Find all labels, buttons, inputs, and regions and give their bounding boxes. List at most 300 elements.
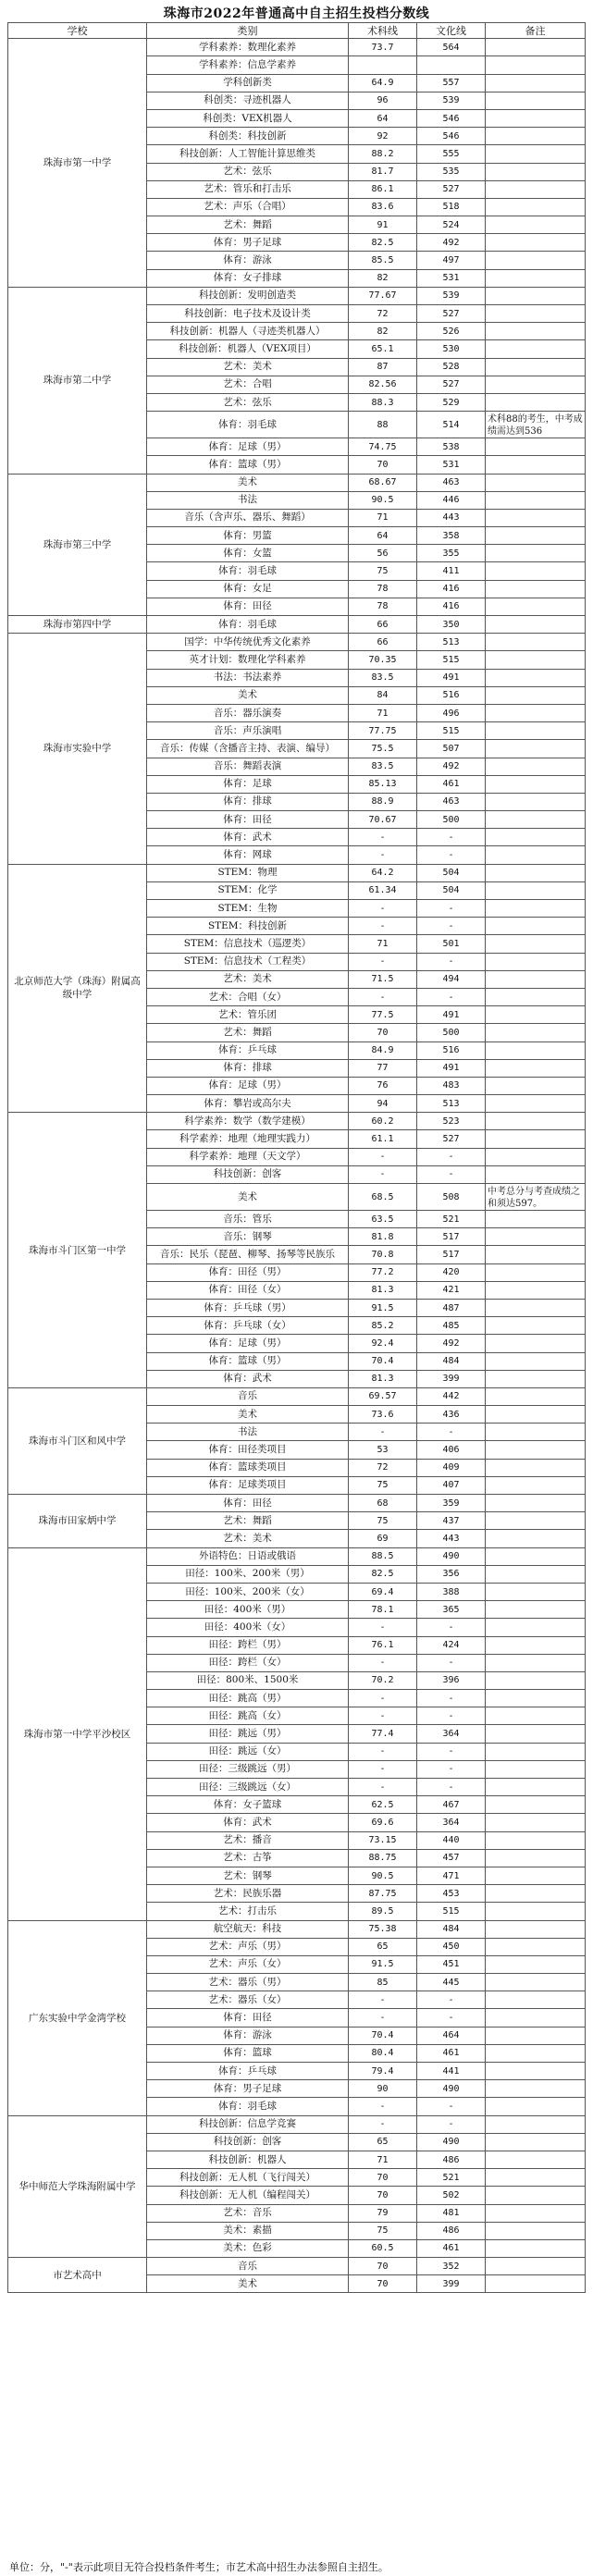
remark-cell xyxy=(486,2115,586,2133)
category-cell: 体育：足球 xyxy=(147,775,349,793)
remark-cell xyxy=(486,128,586,145)
remark-cell xyxy=(486,2204,586,2222)
culture-score-cell: 516 xyxy=(417,1041,486,1059)
school-name: 珠海市第一中学平沙校区 xyxy=(8,1547,147,1920)
footnote: 单位：分，"-"表示此项目无符合投档条件考生；市艺术高中招生办法参照自主招生。 xyxy=(9,2561,389,2573)
category-cell: 体育：女篮 xyxy=(147,545,349,562)
skill-score-cell: 77.75 xyxy=(349,722,417,740)
culture-score-cell: 442 xyxy=(417,1387,486,1405)
skill-score-cell: 72 xyxy=(349,305,417,323)
culture-score-cell: 538 xyxy=(417,438,486,456)
skill-score-cell: 64.2 xyxy=(349,864,417,881)
remark-cell xyxy=(486,1317,586,1335)
remark-cell xyxy=(486,527,586,545)
category-cell: 艺术：打击乐 xyxy=(147,1903,349,1920)
remark-cell xyxy=(486,1165,586,1183)
skill-score-cell: - xyxy=(349,918,417,935)
culture-score-cell: 490 xyxy=(417,2133,486,2151)
skill-score-cell: 75.5 xyxy=(349,740,417,758)
remark-cell xyxy=(486,1006,586,1024)
remark-cell xyxy=(486,1991,586,2009)
remark-cell xyxy=(486,793,586,810)
culture-score-cell: 467 xyxy=(417,1796,486,1814)
category-cell: 体育：田径 xyxy=(147,2009,349,2027)
remark-cell xyxy=(486,970,586,988)
remark-cell xyxy=(486,163,586,180)
skill-score-cell: - xyxy=(349,953,417,970)
culture-score-cell: 424 xyxy=(417,1636,486,1654)
table-row xyxy=(8,864,586,881)
skill-score-cell: 80.4 xyxy=(349,2044,417,2062)
remark-cell xyxy=(486,1636,586,1654)
remark-cell xyxy=(486,1796,586,1814)
skill-score-cell: 68.5 xyxy=(349,1184,417,1211)
category-cell: 音乐：管乐 xyxy=(147,1211,349,1228)
remark-cell xyxy=(486,2187,586,2204)
skill-score-cell: 91.5 xyxy=(349,1299,417,1316)
skill-score-cell: 69 xyxy=(349,1530,417,1547)
category-cell: 艺术：管乐和打击乐 xyxy=(147,180,349,198)
category-cell: 美术 xyxy=(147,474,349,491)
category-cell: 艺术：播音 xyxy=(147,1831,349,1849)
skill-score-cell: 88.9 xyxy=(349,793,417,810)
culture-score-cell: 436 xyxy=(417,1406,486,1424)
remark-cell xyxy=(486,2169,586,2187)
category-cell: 美术 xyxy=(147,1406,349,1424)
category-cell: 体育：田径 xyxy=(147,811,349,829)
header-skill-score: 术科线 xyxy=(349,23,417,39)
school-name: 华中师范大学珠海附属中学 xyxy=(8,2115,147,2258)
skill-score-cell: 71 xyxy=(349,935,417,953)
category-cell: 体育：男子足球 xyxy=(147,234,349,252)
remark-cell xyxy=(486,2275,586,2293)
culture-score-cell: 500 xyxy=(417,1024,486,1041)
remark-cell xyxy=(486,180,586,198)
category-cell: 艺术：器乐（男） xyxy=(147,1974,349,1991)
culture-score-cell: 463 xyxy=(417,474,486,491)
table-row xyxy=(8,634,586,651)
category-cell: 科技创新：机器人（寻迹类机器人） xyxy=(147,323,349,340)
skill-score-cell: - xyxy=(349,1760,417,1778)
skill-score-cell: 64 xyxy=(349,527,417,545)
category-cell: 体育：乒乓球 xyxy=(147,2063,349,2080)
skill-score-cell: - xyxy=(349,1991,417,2009)
remark-cell xyxy=(486,1619,586,1636)
skill-score-cell: 82 xyxy=(349,269,417,287)
skill-score-cell: 76 xyxy=(349,1077,417,1094)
remark-cell xyxy=(486,545,586,562)
skill-score-cell: 73.6 xyxy=(349,1406,417,1424)
category-cell: 美术：素描 xyxy=(147,2222,349,2239)
culture-score-cell: 539 xyxy=(417,287,486,304)
school-name: 北京师范大学（珠海）附属高级中学 xyxy=(8,864,147,1113)
remark-cell xyxy=(486,1831,586,1849)
skill-score-cell: 90.5 xyxy=(349,1867,417,1884)
remark-cell xyxy=(486,234,586,252)
skill-score-cell: 92 xyxy=(349,128,417,145)
culture-score-cell: 487 xyxy=(417,1299,486,1316)
category-cell: 体育：足球类项目 xyxy=(147,1476,349,1494)
skill-score-cell: 70.2 xyxy=(349,1671,417,1689)
remark-cell xyxy=(486,1885,586,1903)
culture-score-cell: 437 xyxy=(417,1512,486,1530)
table-row xyxy=(8,1495,586,1512)
skill-score-cell: 69.6 xyxy=(349,1814,417,1831)
category-cell: 书法 xyxy=(147,1424,349,1441)
skill-score-cell: 60.2 xyxy=(349,1113,417,1130)
skill-score-cell: 83.5 xyxy=(349,669,417,686)
skill-score-cell: 65 xyxy=(349,1938,417,1955)
header-remarks: 备注 xyxy=(486,23,586,39)
remark-cell xyxy=(486,616,586,634)
remark-cell xyxy=(486,1690,586,1707)
culture-score-cell: 517 xyxy=(417,1246,486,1263)
culture-score-cell: 492 xyxy=(417,234,486,252)
category-cell: 体育：女足 xyxy=(147,580,349,598)
remark-cell xyxy=(486,634,586,651)
remark-cell xyxy=(486,988,586,1005)
skill-score-cell: 91.5 xyxy=(349,1955,417,1973)
category-cell: 体育：攀岩或高尔夫 xyxy=(147,1095,349,1113)
culture-score-cell: 461 xyxy=(417,2044,486,2062)
culture-score-cell: 564 xyxy=(417,39,486,56)
culture-score-cell: 513 xyxy=(417,1095,486,1113)
culture-score-cell: 411 xyxy=(417,562,486,580)
skill-score-cell: - xyxy=(349,1148,417,1165)
culture-score-cell: 396 xyxy=(417,1671,486,1689)
remark-cell xyxy=(486,1299,586,1316)
culture-score-cell: 416 xyxy=(417,580,486,598)
skill-score-cell: - xyxy=(349,1424,417,1441)
culture-score-cell: 504 xyxy=(417,864,486,881)
category-cell: STEM：信息技术（工程类） xyxy=(147,953,349,970)
remark-cell xyxy=(486,811,586,829)
remark-cell xyxy=(486,2063,586,2080)
culture-score-cell: 483 xyxy=(417,1077,486,1094)
skill-score-cell: 70 xyxy=(349,456,417,474)
culture-score-cell: - xyxy=(417,988,486,1005)
category-cell: 田径：跳高（女） xyxy=(147,1707,349,1725)
remark-cell xyxy=(486,491,586,509)
category-cell: 体育：乒乓球（女） xyxy=(147,1317,349,1335)
culture-score-cell: - xyxy=(417,1690,486,1707)
culture-score-cell: 481 xyxy=(417,2204,486,2222)
skill-score-cell: 82.5 xyxy=(349,1565,417,1583)
category-cell: 艺术：民族乐器 xyxy=(147,1885,349,1903)
skill-score-cell: 71 xyxy=(349,704,417,721)
remark-cell xyxy=(486,2027,586,2044)
remark-cell xyxy=(486,1387,586,1405)
skill-score-cell: 64 xyxy=(349,109,417,127)
category-cell: 美术：色彩 xyxy=(147,2239,349,2257)
category-cell: 体育：网球 xyxy=(147,846,349,864)
category-cell: 美术 xyxy=(147,1184,349,1211)
culture-score-cell: 496 xyxy=(417,704,486,721)
culture-score-cell: 492 xyxy=(417,758,486,775)
remark-cell xyxy=(486,1849,586,1867)
table-row xyxy=(8,1547,586,1565)
culture-score-cell: 491 xyxy=(417,1006,486,1024)
remark-cell xyxy=(486,1370,586,1387)
remark-cell xyxy=(486,1041,586,1059)
remark-cell xyxy=(486,740,586,758)
culture-score-cell: 451 xyxy=(417,1955,486,1973)
culture-score-cell: 535 xyxy=(417,163,486,180)
culture-score-cell: 504 xyxy=(417,881,486,899)
culture-score-cell: 508 xyxy=(417,1184,486,1211)
remark-cell xyxy=(486,2098,586,2115)
remark-cell xyxy=(486,1406,586,1424)
remark-cell xyxy=(486,1743,586,1760)
skill-score-cell: 82.56 xyxy=(349,376,417,393)
culture-score-cell: 409 xyxy=(417,1459,486,1476)
culture-score-cell: 486 xyxy=(417,2151,486,2168)
culture-score-cell xyxy=(417,56,486,74)
skill-score-cell: 72 xyxy=(349,1459,417,1476)
skill-score-cell: 71 xyxy=(349,2151,417,2168)
culture-score-cell: 494 xyxy=(417,970,486,988)
culture-score-cell: - xyxy=(417,1619,486,1636)
remark-cell xyxy=(486,704,586,721)
culture-score-cell: 443 xyxy=(417,509,486,526)
category-cell: 体育：篮球（男） xyxy=(147,456,349,474)
category-cell: 学科素养：数理化素养 xyxy=(147,39,349,56)
category-cell: 科创类：VEX机器人 xyxy=(147,109,349,127)
skill-score-cell: 87.75 xyxy=(349,1885,417,1903)
remark-cell xyxy=(486,1459,586,1476)
remark-cell xyxy=(486,109,586,127)
category-cell: 科技创新：发明创造类 xyxy=(147,287,349,304)
skill-score-cell: 81.7 xyxy=(349,163,417,180)
culture-score-cell: 502 xyxy=(417,2187,486,2204)
remark-cell xyxy=(486,438,586,456)
category-cell: 音乐 xyxy=(147,2258,349,2275)
remark-cell xyxy=(486,1671,586,1689)
remark-cell xyxy=(486,1974,586,1991)
remark-cell xyxy=(486,56,586,74)
culture-score-cell: 471 xyxy=(417,1867,486,1884)
remark-cell xyxy=(486,509,586,526)
table-body xyxy=(8,39,586,2293)
remark-cell xyxy=(486,1148,586,1165)
remark-cell xyxy=(486,269,586,287)
remark-cell xyxy=(486,1547,586,1565)
culture-score-cell: 527 xyxy=(417,376,486,393)
category-cell: 科学素养：数学（数学建模） xyxy=(147,1113,349,1130)
culture-score-cell: 529 xyxy=(417,393,486,411)
culture-score-cell: - xyxy=(417,2115,486,2133)
skill-score-cell: 61.1 xyxy=(349,1130,417,1148)
category-cell: 田径：跳远（女） xyxy=(147,1743,349,1760)
culture-score-cell: 399 xyxy=(417,1370,486,1387)
category-cell: 科技创新：无人机（飞行闯关） xyxy=(147,2169,349,2187)
header-category: 类别 xyxy=(147,23,349,39)
category-cell: 田径：跳高（男） xyxy=(147,1690,349,1707)
remark-cell xyxy=(486,1707,586,1725)
remark-cell xyxy=(486,1512,586,1530)
remark-cell xyxy=(486,1955,586,1973)
skill-score-cell: 78 xyxy=(349,580,417,598)
category-cell: 体育：足球（男） xyxy=(147,1335,349,1352)
category-cell: 体育：羽毛球 xyxy=(147,2098,349,2115)
category-cell: 科创类：寻迹机器人 xyxy=(147,92,349,109)
culture-score-cell: 521 xyxy=(417,2169,486,2187)
category-cell: 体育：男子足球 xyxy=(147,2080,349,2098)
skill-score-cell: 90.5 xyxy=(349,491,417,509)
remark-cell xyxy=(486,1441,586,1459)
category-cell: 艺术：舞蹈 xyxy=(147,216,349,234)
skill-score-cell: 75.38 xyxy=(349,1920,417,1938)
header-culture-score: 文化线 xyxy=(417,23,486,39)
school-name: 珠海市田家炳中学 xyxy=(8,1495,147,1548)
skill-score-cell: 83.6 xyxy=(349,198,417,216)
culture-score-cell: 352 xyxy=(417,2258,486,2275)
culture-score-cell: 527 xyxy=(417,1130,486,1148)
remark-cell xyxy=(486,881,586,899)
skill-score-cell: 90 xyxy=(349,2080,417,2098)
category-cell: 艺术：声乐（女） xyxy=(147,1955,349,1973)
skill-score-cell: 78.1 xyxy=(349,1601,417,1619)
category-cell: 科技创新：机器人 xyxy=(147,2151,349,2168)
culture-score-cell: 518 xyxy=(417,198,486,216)
remark-cell xyxy=(486,474,586,491)
skill-score-cell: 96 xyxy=(349,92,417,109)
remark-cell xyxy=(486,1281,586,1299)
category-cell: 体育：男篮 xyxy=(147,527,349,545)
culture-score-cell: - xyxy=(417,953,486,970)
remark-cell xyxy=(486,651,586,669)
table-row xyxy=(8,2115,586,2133)
remark-cell xyxy=(486,562,586,580)
culture-score-cell: 530 xyxy=(417,340,486,358)
skill-score-cell: 77 xyxy=(349,1059,417,1077)
category-cell: 艺术：声乐（合唱） xyxy=(147,198,349,216)
category-cell: 体育：篮球（男） xyxy=(147,1352,349,1370)
culture-score-cell: 521 xyxy=(417,1211,486,1228)
skill-score-cell: 70 xyxy=(349,2169,417,2187)
category-cell: 学科素养：信息学素养 xyxy=(147,56,349,74)
remark-cell xyxy=(486,1095,586,1113)
category-cell: 体育：女子排球 xyxy=(147,269,349,287)
remark-cell xyxy=(486,598,586,615)
remark-cell xyxy=(486,216,586,234)
skill-score-cell: - xyxy=(349,900,417,918)
skill-score-cell: 85 xyxy=(349,1974,417,1991)
score-table xyxy=(7,22,586,2293)
remark-cell xyxy=(486,305,586,323)
remark-cell xyxy=(486,74,586,92)
culture-score-cell: 491 xyxy=(417,669,486,686)
table-row xyxy=(8,1920,586,1938)
culture-score-cell: 528 xyxy=(417,358,486,376)
category-cell: 科技创新：无人机（编程闯关） xyxy=(147,2187,349,2204)
remark-cell xyxy=(486,1867,586,1884)
skill-score-cell: 83.5 xyxy=(349,758,417,775)
skill-score-cell: 66 xyxy=(349,616,417,634)
category-cell: 体育：田径 xyxy=(147,1495,349,1512)
remark-cell xyxy=(486,1760,586,1778)
skill-score-cell: 84 xyxy=(349,686,417,704)
skill-score-cell: 81.3 xyxy=(349,1281,417,1299)
header-school: 学校 xyxy=(8,23,147,39)
culture-score-cell: - xyxy=(417,1760,486,1778)
culture-score-cell: 443 xyxy=(417,1530,486,1547)
category-cell: STEM：信息技术（巡逻类） xyxy=(147,935,349,953)
skill-score-cell: 75 xyxy=(349,1476,417,1494)
category-cell: 体育：排球 xyxy=(147,1059,349,1077)
category-cell: 音乐：民乐（琵琶、柳琴、扬琴等民族乐 xyxy=(147,1246,349,1263)
skill-score-cell: 82 xyxy=(349,323,417,340)
skill-score-cell: 76.1 xyxy=(349,1636,417,1654)
culture-score-cell: 440 xyxy=(417,1831,486,1849)
skill-score-cell: 53 xyxy=(349,1441,417,1459)
category-cell: 体育：武术 xyxy=(147,1814,349,1831)
skill-score-cell: 85.13 xyxy=(349,775,417,793)
culture-score-cell: 555 xyxy=(417,145,486,163)
category-cell: 体育：田径类项目 xyxy=(147,1441,349,1459)
remark-cell xyxy=(486,252,586,269)
category-cell: STEM：科技创新 xyxy=(147,918,349,935)
skill-score-cell: 77.5 xyxy=(349,1006,417,1024)
culture-score-cell: - xyxy=(417,900,486,918)
skill-score-cell: 77.67 xyxy=(349,287,417,304)
remark-cell xyxy=(486,758,586,775)
skill-score-cell: 85.2 xyxy=(349,1317,417,1335)
remark-cell xyxy=(486,2151,586,2168)
remark-cell xyxy=(486,1601,586,1619)
culture-score-cell: 457 xyxy=(417,1849,486,1867)
remark-cell xyxy=(486,2239,586,2257)
category-cell: 艺术：弦乐 xyxy=(147,393,349,411)
skill-score-cell: 69.57 xyxy=(349,1387,417,1405)
skill-score-cell: - xyxy=(349,1707,417,1725)
culture-score-cell: 365 xyxy=(417,1601,486,1619)
remark-cell xyxy=(486,1495,586,1512)
remark-cell xyxy=(486,1335,586,1352)
culture-score-cell: 388 xyxy=(417,1583,486,1600)
culture-score-cell: 355 xyxy=(417,545,486,562)
remark-cell xyxy=(486,1654,586,1671)
culture-score-cell: 500 xyxy=(417,811,486,829)
category-cell: 科技创新：人工智能计算思维类 xyxy=(147,145,349,163)
table-row xyxy=(8,474,586,491)
category-cell: 艺术：钢琴 xyxy=(147,1867,349,1884)
skill-score-cell: 71 xyxy=(349,509,417,526)
skill-score-cell: - xyxy=(349,1690,417,1707)
culture-score-cell: - xyxy=(417,2009,486,2027)
category-cell: 美术 xyxy=(147,2275,349,2293)
culture-score-cell: - xyxy=(417,1707,486,1725)
skill-score-cell: - xyxy=(349,1779,417,1796)
culture-score-cell: 364 xyxy=(417,1814,486,1831)
category-cell: 书法 xyxy=(147,491,349,509)
remark-cell xyxy=(486,1779,586,1796)
culture-score-cell: 531 xyxy=(417,269,486,287)
culture-score-cell: 523 xyxy=(417,1113,486,1130)
remark-cell xyxy=(486,456,586,474)
category-cell: 田径：400米（女） xyxy=(147,1619,349,1636)
category-cell: 音乐：器乐演奏 xyxy=(147,704,349,721)
category-cell: 艺术：美术 xyxy=(147,1530,349,1547)
skill-score-cell: - xyxy=(349,1165,417,1183)
school-name: 珠海市第三中学 xyxy=(8,474,147,616)
category-cell: 航空航天：科技 xyxy=(147,1920,349,1938)
category-cell: 体育：足球（男） xyxy=(147,1077,349,1094)
culture-score-cell: 501 xyxy=(417,935,486,953)
culture-score-cell: 515 xyxy=(417,1903,486,1920)
culture-score-cell: 491 xyxy=(417,1059,486,1077)
skill-score-cell: 60.5 xyxy=(349,2239,417,2257)
